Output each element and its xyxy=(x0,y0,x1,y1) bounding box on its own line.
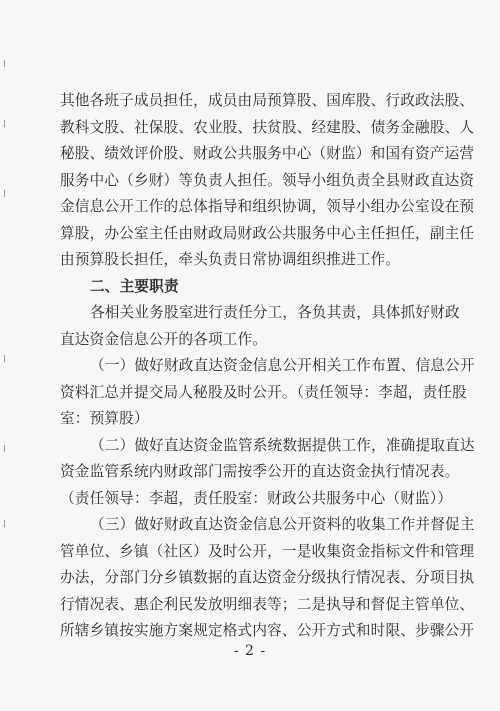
text-line: 办法，分部门分乡镇数据的直达资金分级执行情况表、分项目执 xyxy=(60,569,475,586)
binding-mark xyxy=(4,190,8,197)
text-line: 其他各班子成员担任，成员由局预算股、国库股、行政政法股、 xyxy=(60,92,475,109)
binding-mark xyxy=(4,120,8,127)
text-line: 资料汇总并提交局人秘股及时公开。（责任领导：李超，责任股 xyxy=(60,383,467,401)
text-line: 由预算股长担任，牵头负责日常协调组织推进工作。 xyxy=(60,251,401,268)
paragraph-leadership-group xyxy=(60,88,475,274)
text-line: 算股，办公室主任由财政局财政公共服务中心主任担任，副主任 xyxy=(60,224,475,242)
binding-mark xyxy=(4,445,8,452)
binding-mark xyxy=(4,60,8,67)
section-heading: 二、主要职责 xyxy=(90,277,179,295)
text-line: 服务中心（乡财）等负责人担任。领导小组负责全县财政直达资 xyxy=(60,171,475,189)
document-body xyxy=(60,88,475,645)
text-line: 金信息公开工作的总体指导和组织协调，领导小组办公室设在预 xyxy=(60,198,475,215)
paragraph-item-1 xyxy=(60,353,475,433)
text-line: 各相关业务股室进行责任分工，各负其责，具体抓好财政 xyxy=(90,304,460,321)
text-line: 秘股、绩效评价股、财政公共服务中心（财监）和国有资产运营 xyxy=(60,145,475,162)
paragraph-item-2 xyxy=(60,433,475,513)
text-line: （一）做好财政直达资金信息公开相关工作布置、信息公开 xyxy=(90,357,475,374)
paragraph-responsibility-division xyxy=(60,300,460,353)
text-line: 教科文股、社保股、农业股、扶贫股、经建股、债务金融股、人 xyxy=(60,118,475,136)
text-line: （二）做好直达资金监管系统数据提供工作，准确提取直达 xyxy=(90,436,475,454)
text-line: （三）做好财政直达资金信息公开资料的收集工作并督促主 xyxy=(90,516,475,533)
text-line: 管单位、乡镇（社区）及时公开，一是收集资金指标文件和管理 xyxy=(60,542,475,560)
text-line: 室：预算股） xyxy=(60,410,149,427)
page-number: - 2 - xyxy=(233,643,267,659)
text-line: 资金监管系统内财政部门需按季公开的直达资金执行情况表。 xyxy=(60,463,460,480)
paragraph-item-3 xyxy=(60,512,475,645)
text-line: 直达资金信息公开的各项工作。 xyxy=(60,330,268,348)
binding-mark xyxy=(4,520,8,527)
text-line: （责任领导：李超，责任股室：财政公共服务中心（财监）） xyxy=(60,489,453,507)
text-line: 所辖乡镇按实施方案规定格式内容、公开方式和时限、步骤公开 xyxy=(60,622,475,639)
text-line: 行情况表、惠企利民发放明细表等；二是执导和督促主管单位、 xyxy=(60,595,475,613)
binding-mark xyxy=(4,355,8,362)
